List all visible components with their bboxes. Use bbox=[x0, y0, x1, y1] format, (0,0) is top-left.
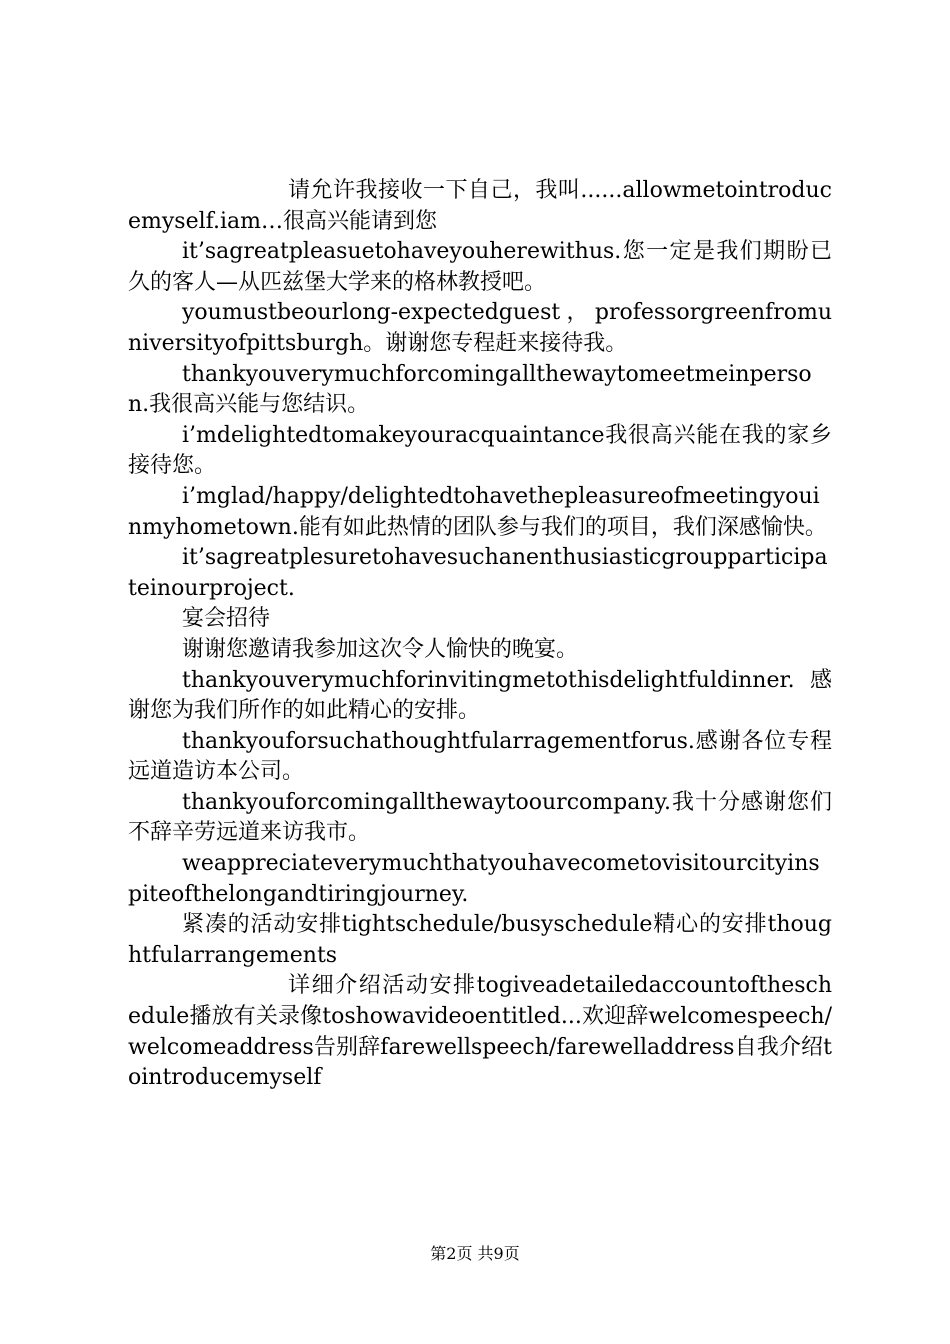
paragraph-2: it’sagreatpleasuetohaveyouherewithus.您一定是我们期盼已久的客人—从匹兹堡大学来的格林教授吧。 bbox=[128, 239, 832, 295]
document-body bbox=[128, 176, 832, 1094]
paragraph-1: 请允许我接收一下自己，我叫......allowmetointroducemyself.iam…很高兴能请到您 bbox=[128, 178, 832, 234]
paragraph-4: thankyouverymuchforcomingallthewaytomeetmeinperson.我很高兴能与您结识。 bbox=[128, 361, 812, 418]
paragraph-5: i’mdelightedtomakeyouracquaintance我很高兴能在我的家乡接待您。 bbox=[128, 422, 832, 479]
paragraph-10: thankyouverymuchforinvitingmetothisdelightfuldinner.感谢您为我们所作的如此精心的安排。 bbox=[128, 667, 832, 724]
paragraph-14: 紧凑的活动安排tightschedule/busyschedule精心的安排thoughtfularrangements bbox=[128, 912, 832, 968]
paragraph-12: thankyouforcomingallthewaytoourcompany.我十分感谢您们不辞辛劳远道来访我市。 bbox=[128, 789, 832, 846]
paragraph-11: thankyouforsuchathoughtfularragementforus.感谢各位专程远道造访本公司。 bbox=[128, 728, 832, 785]
section-heading-banquet: 宴会招待 bbox=[182, 606, 271, 632]
paragraph-13: weappreciateverymuchthatyouhavecometovisitourcityinspiteofthelongandtiringjourney. bbox=[128, 851, 820, 907]
page-number-footer: 第2页 共9页 bbox=[430, 1244, 520, 1263]
paragraph-3: youmustbeourlong-expectedguest，professorgreenfromuniversityofpittsburgh。谢谢您专程赶来接待我。 bbox=[128, 300, 832, 356]
paragraph-6: i’mglad/happy/delightedtohavethepleasureofmeetingyouinmyhometown.能有如此热情的团队参与我们的项目，我们深感愉快。 bbox=[128, 483, 827, 540]
paragraph-9: 谢谢您邀请我参加这次令人愉快的晚宴。 bbox=[182, 636, 579, 662]
paragraph-15: 详细介绍活动安排togiveadetailedaccountoftheschedule播放有关录像toshowavideoentitled...欢迎辞welcomespeech/welcomeaddress告别辞farewellspeech/farewelladdress自我介绍tointroducemyself bbox=[128, 973, 832, 1091]
paragraph-7: it’sagreatplesuretohavesuchanenthusiasticgroupparticipateinourproject. bbox=[128, 545, 828, 601]
